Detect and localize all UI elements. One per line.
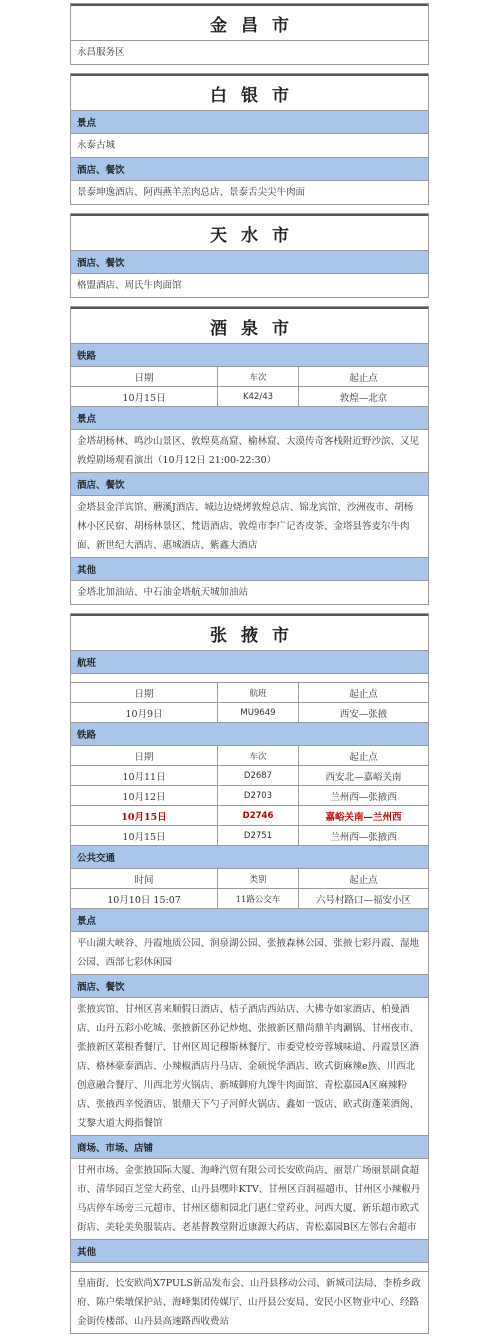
train-cell: D2703 — [218, 786, 299, 806]
section-jinchang — [70, 3, 429, 65]
flight-table — [71, 683, 428, 723]
section-header: 景点 — [71, 407, 428, 430]
date-cell: 10月11日 — [71, 766, 218, 786]
jinchang-text: 永昌服务区 — [77, 47, 125, 58]
section-header: 酒店、餐饮 — [71, 473, 428, 496]
rail-table — [71, 367, 428, 407]
section-tianshui — [70, 213, 429, 298]
section-header: 酒店、餐饮 — [71, 975, 428, 998]
route-cell: 兰州西—张掖西 — [299, 826, 429, 846]
table-header-row — [71, 869, 428, 889]
section-header: 商场、市场、店铺 — [71, 1136, 428, 1159]
hotel-text: 景泰坤逸酒店、阿西燕羊羔肉总店、景泰舌尖尖牛肉面 — [77, 187, 306, 198]
section-zhangye — [70, 613, 429, 1334]
city-title: 张掖市 — [71, 614, 428, 651]
header-cell: 航班 — [218, 683, 299, 703]
table-row — [71, 889, 428, 909]
city-title: 天水市 — [71, 214, 428, 251]
table-header-row — [71, 367, 428, 387]
header-cell: 起止点 — [299, 367, 429, 387]
section-header: 景点 — [71, 909, 428, 932]
header-cell: 日期 — [71, 683, 218, 703]
table-row — [71, 766, 428, 786]
header-cell: 车次 — [218, 367, 299, 387]
type-cell: 11路公交车 — [218, 889, 299, 909]
train-cell: D2746 — [218, 806, 299, 826]
flight-cell: MU9649 — [218, 703, 299, 723]
hotel-text: 金塔县金洋宾馆、蘑溪J酒店、城边边烧烤敦煌总店、锦龙宾馆、沙洲夜市、胡杨林小区民宿、胡杨林景区、梵语酒店、敦煌市李广记杏皮茶、金塔县答麦尔牛肉面、新世纪大酒店、惠城酒店、紫鑫大酒店 — [71, 496, 428, 558]
spacer — [71, 674, 428, 683]
header-cell: 车次 — [218, 746, 299, 766]
date-cell: 10月15日 — [71, 387, 218, 407]
header-cell: 日期 — [71, 746, 218, 766]
section-baiyin — [70, 73, 429, 205]
route-cell: 兰州西—张掖西 — [299, 786, 429, 806]
date-cell: 10月9日 — [71, 703, 218, 723]
table-row — [71, 703, 428, 723]
route-cell: 六号村路口—福安小区 — [299, 889, 429, 909]
table-row-highlighted — [71, 806, 428, 826]
city-title: 酒泉市 — [71, 307, 428, 344]
section-header: 景点 — [71, 111, 428, 134]
section-header: 铁路 — [71, 344, 428, 367]
train-cell: D2687 — [218, 766, 299, 786]
scenic-text: 金塔胡杨林、鸣沙山景区、敦煌莫高窟、榆林窟、大漠传奇客栈附近野沙滨、又见敦煌剧场观看演出（10月12日 21:00-22:30） — [71, 430, 428, 473]
header-cell: 时间 — [71, 869, 218, 889]
header-cell: 起止点 — [299, 869, 429, 889]
shop-text: 甘州市场、金张掖国际大厦、海峰汽贸有限公司长安欧尚店、丽景广场丽景副食超市、清华园百芝堂大药堂、山丹县嘿咔KTV、甘州区百润福超市、甘州区小辣椒丹马店停车场旁三元超市、甘州区德和园北门惠仁堂药业、河西大厦、新乐超市欧式街店、美轮美奂服装店、老基督教堂附近康源大药店、青松嘉园B区左邻右舍超市 — [71, 1159, 428, 1240]
route-cell: 嘉峪关南—兰州西 — [299, 806, 429, 826]
scenic-text: 平山湖大峡谷、丹霞地质公园、润泉湖公园、张掖森林公园、张掖七彩丹霞、湿地公园、西部七彩休闲园 — [71, 932, 428, 975]
rail-table — [71, 746, 428, 846]
city-title: 白银市 — [71, 74, 428, 111]
section-header: 航班 — [71, 651, 428, 674]
route-cell: 西安北—嘉峪关南 — [299, 766, 429, 786]
train-cell: K42/43 — [218, 387, 299, 407]
table-row — [71, 826, 428, 846]
itinerary — [70, 3, 429, 1342]
scenic-text: 永泰古城 — [71, 134, 428, 158]
table-header-row — [71, 683, 428, 703]
route-cell: 西安—张掖 — [299, 703, 429, 723]
time-cell: 10月10日 15:07 — [71, 889, 218, 909]
date-cell: 10月15日 — [71, 826, 218, 846]
city-title: 金昌市 — [71, 4, 428, 41]
other-text: 皇庙街、长安欧尚X7PULS新品发布会、山丹县移动公司、新城司法局、李桥乡政府、陈户柴墩保护站、海峰集团传媒厅、山丹县公安局、安民小区物业中心、经路金街传楼部、山丹县高速路西收费站 — [77, 1278, 421, 1327]
section-jiuquan — [70, 306, 429, 605]
table-header-row — [71, 746, 428, 766]
section-header: 铁路 — [71, 723, 428, 746]
section-header: 其他 — [71, 558, 428, 581]
section-header: 酒店、餐饮 — [71, 158, 428, 181]
route-cell: 敦煌—北京 — [299, 387, 429, 407]
header-cell: 类别 — [218, 869, 299, 889]
section-header: 酒店、餐饮 — [71, 251, 428, 274]
date-cell: 10月12日 — [71, 786, 218, 806]
hotel-text: 格盟酒店、周氏牛肉面馆 — [77, 280, 182, 291]
other-text: 金塔北加油站、中石油金塔航天城加油站 — [77, 587, 249, 598]
table-row — [71, 387, 428, 407]
section-header: 公共交通 — [71, 846, 428, 869]
table-row — [71, 786, 428, 806]
date-cell: 10月15日 — [71, 806, 218, 826]
section-header: 其他 — [71, 1240, 428, 1263]
bus-table — [71, 869, 428, 909]
header-cell: 起止点 — [299, 746, 429, 766]
header-cell: 日期 — [71, 367, 218, 387]
train-cell: D2751 — [218, 826, 299, 846]
spacer — [71, 1263, 428, 1272]
header-cell: 起止点 — [299, 683, 429, 703]
hotel-text: 张掖宾馆、甘州区喜来顺假日酒店、桔子酒店西站店、大佛寺如家酒店、柏曼酒店、山丹五彩小吃城、张掖新区孙记炒炮、张掖新区鼎尚鼎羊肉涮锅、甘州夜市、张掖新区菜根香餐厅、甘州区周记穆斯林餐厅、市委党校旁蓉城味道、丹霞景区酒店、格林豪泰酒店、小辣椒酒店丹马店、金硕悦华酒店、欧式街麻辣e族、川西北创意融合餐厅、川西北芳火锅店、新城御府九馋牛肉面馆、青松嘉园A区麻辣粉店、张掖西辛悦酒店、银鼎天下勺子河鲜火锅店、鑫如一饭店、欧式街蓬莱酒阁、艾黎大道大拇指餐馆 — [71, 998, 428, 1136]
